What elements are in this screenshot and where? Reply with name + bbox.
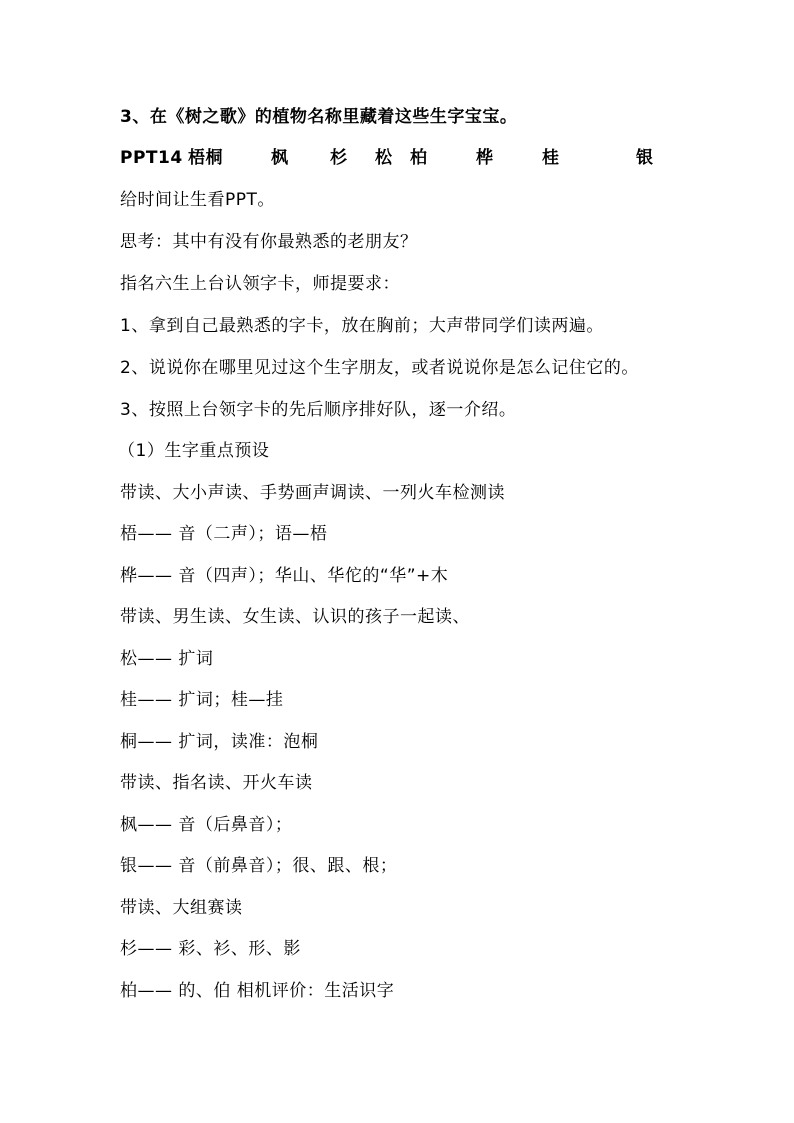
char-note: 柏—— 的、伯 相机评价：生活识字	[120, 981, 395, 1001]
requirement-item: 3、按照上台领字卡的先后顺序排好队，逐一介绍。	[120, 400, 517, 420]
char-feng: 枫	[271, 148, 289, 168]
char-note: 桐—— 扩词，读准：泡桐	[120, 732, 319, 752]
char-gui: 桂	[542, 148, 560, 168]
text-line: 带读、大小声读、手势画声调读、一列火车检测读	[120, 483, 505, 503]
char-shan: 杉	[330, 148, 348, 168]
ppt-char-row	[120, 147, 720, 169]
char-note: 桂—— 扩词；桂—挂	[120, 690, 284, 710]
text-line: 给时间让生看PPT。	[120, 190, 275, 210]
requirement-item: 1、拿到自己最熟悉的字卡，放在胸前；大声带同学们读两遍。	[120, 316, 604, 336]
char-note: 梧—— 音（二声）；语—梧	[120, 524, 328, 544]
char-note: 桦—— 音（四声）；华山、华佗的“华”+木	[120, 566, 449, 586]
char-note: 银—— 音（前鼻音）；很、跟、根；	[120, 856, 398, 876]
char-note: 松—— 扩词	[120, 649, 214, 669]
char-note: 杉—— 彩、衫、形、影	[120, 939, 301, 959]
text-line: 思考：其中有没有你最熟悉的老朋友？	[120, 232, 418, 252]
ppt-label: PPT14	[120, 148, 183, 168]
char-song: 松	[375, 148, 393, 168]
text-line: 带读、男生读、女生读、认识的孩子一起读、	[120, 607, 470, 627]
instruction-heading: 3、在《树之歌》的植物名称里藏着这些生字宝宝。	[120, 107, 518, 127]
text-line: 指名六生上台认领字卡，师提要求：	[120, 274, 400, 294]
requirement-item: 2、说说你在哪里见过这个生字朋友，或者说说你是怎么记住它的。	[120, 358, 639, 378]
text-line: 带读、大组赛读	[120, 898, 243, 918]
char-note: 枫—— 音（后鼻音）；	[120, 815, 293, 835]
char-hua: 桦	[476, 148, 494, 168]
char-wutong: 梧桐	[188, 148, 223, 168]
char-bai: 柏	[410, 148, 428, 168]
char-yin: 银	[636, 148, 654, 168]
text-line: 带读、指名读、开火车读	[120, 773, 313, 793]
section-heading: （1）生字重点预设	[118, 441, 270, 461]
